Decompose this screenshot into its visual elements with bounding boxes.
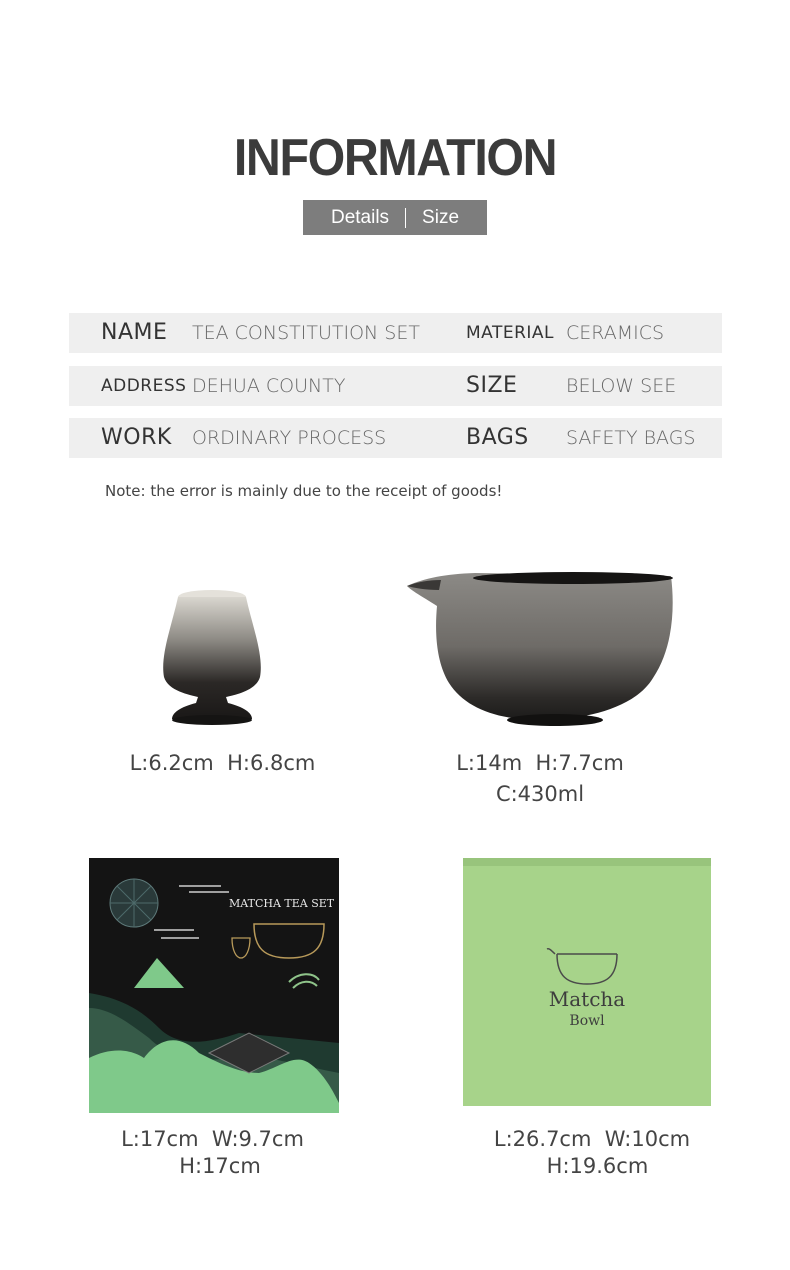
badge-separator: [405, 208, 406, 228]
badge-size-label: Size: [422, 206, 460, 228]
black-box-dimensions: L:17cm W:9.7cm: [121, 1127, 304, 1151]
green-box-height: H:19.6cm: [546, 1154, 649, 1178]
spec-value: TEA CONSTITUTION SET: [192, 322, 420, 344]
details-size-badge: [303, 200, 487, 235]
spec-label: MATERIAL: [466, 323, 555, 343]
spec-label: WORK: [101, 425, 172, 450]
green-box-text-bowl: Bowl: [569, 1013, 605, 1029]
spec-value: SAFETY BAGS: [566, 427, 696, 449]
whisk-holder-image: [150, 585, 275, 730]
spec-value: DEHUA COUNTY: [192, 375, 346, 397]
spec-label: BAGS: [466, 425, 529, 450]
spec-row-name: [69, 313, 722, 353]
spec-value: ORDINARY PROCESS: [192, 427, 387, 449]
black-box-text: MATCHA TEA SET: [229, 897, 335, 910]
black-gift-box-image: [89, 858, 339, 1113]
spec-label: NAME: [101, 320, 168, 345]
spec-row-address: [69, 366, 722, 406]
spec-label: ADDRESS: [101, 376, 187, 396]
matcha-bowl-image: [405, 568, 677, 733]
black-box-height: H:17cm: [179, 1154, 261, 1178]
spec-row-work: [69, 418, 722, 458]
matcha-bowl-dimensions: L:14m H:7.7cm: [456, 751, 624, 775]
spec-label: SIZE: [466, 373, 518, 398]
page-title: INFORMATION: [233, 129, 557, 187]
whisk-holder-dimensions: L:6.2cm H:6.8cm: [129, 751, 316, 775]
spec-value: BELOW SEE: [566, 375, 677, 397]
matcha-bowl-capacity: C:430ml: [495, 782, 585, 806]
green-box-text-matcha: Matcha: [548, 987, 626, 1011]
green-box-dimensions: L:26.7cm W:10cm: [493, 1127, 691, 1151]
note-text: Note: the error is mainly due to the receipt of goods!: [105, 482, 503, 500]
spec-value: CERAMICS: [566, 322, 665, 344]
green-gift-box-image: [463, 858, 711, 1106]
badge-details-label: Details: [330, 206, 390, 228]
